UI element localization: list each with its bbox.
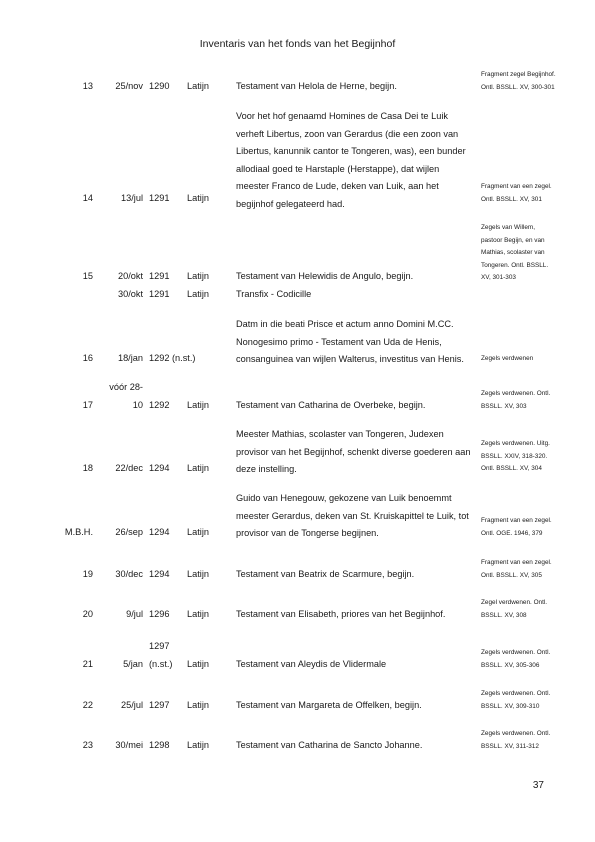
description [236,656,476,674]
note-line: BSSLL. XV, 311-312 [481,742,539,750]
description-line: deze instelling. [236,464,297,474]
date: 5/jan [123,659,143,669]
language: Latijn [187,463,209,473]
year-line: 1297 [149,641,170,651]
date: 20/okt [117,271,143,281]
language: Latijn [187,400,209,410]
language: Latijn [187,569,209,579]
note-line: Zegels van Willem, [481,224,535,231]
language: Latijn [187,193,209,203]
note [481,181,591,206]
note-line: Ontl. OGE. 1946, 379 [481,529,543,537]
year: 1294 [149,463,170,473]
note-line: Tongeren. Ontl. BSSLL. [481,261,549,269]
language: Latijn [187,289,209,299]
note [481,515,591,540]
description-line: Testament van Margareta de Offelken, begijn. [236,700,422,710]
description [236,286,476,304]
note-line: Zegels verdwenen. Uitg. [481,440,550,447]
year: 1291 [149,271,170,281]
inventory-number: 16 [82,353,93,363]
page-number: 37 [532,780,544,791]
date: 18/jan [117,353,143,363]
description-line: meester Franco de Lude, deken van Luik, aan het [236,181,439,191]
language: Latijn [187,700,209,710]
note-line: Ontl. BSSLL. XV, 301 [481,195,542,203]
note-line: BSSLL. XXIV, 318-320. [481,452,548,460]
inventory-number: 14 [82,193,93,203]
year: 1294 [149,569,170,579]
description [236,490,476,543]
note-line: BSSLL. XV, 309-310 [481,702,540,710]
description-line: provisor van het Begijnhof, schenkt diverse goederen aan [236,446,471,457]
date-line: 10 [132,399,143,410]
description-line: Testament van Aleydis de Vlidermale [236,659,387,669]
description-line: verheft Libertus, zoon van Gerardus (die een zoon van [236,128,459,139]
note-line: Fragment van een zegel. [481,517,552,524]
note-line: pastoor Begijn, en van [481,236,545,244]
description [236,737,476,755]
note-line: Zegels verdwenen. Ontl. [481,730,551,737]
date: 30/mei [115,740,143,750]
date: 30/dec [115,569,143,579]
description-line: allodiaal goed te Harstaple (Herstappe), dat wijlen [236,163,440,174]
inventory-number: 23 [82,740,93,750]
note-line: Ontl. BSSLL. XV, 305 [481,571,542,579]
description [236,78,476,96]
year: 1291 [149,289,170,299]
description-line: provisor van de Tongerse begijnen. [236,528,379,538]
language: Latijn [187,740,209,750]
description [236,108,476,213]
inventory-number: 22 [82,700,93,710]
note-line: BSSLL. XV, 308 [481,611,527,619]
description-line: Testament van Helewidis de Angulo, begijn. [236,271,414,281]
note [481,688,591,713]
year [149,638,172,673]
note [481,728,591,753]
description-line: consanguinea van wijlen Walterus, investitus van Henis. [236,354,464,364]
date: 13/jul [121,193,143,203]
note-line: Ontl. BSSLL. XV, 304 [481,465,542,472]
description-line: Testament van Helola de Herne, begijn. [236,81,397,91]
note-line: Ontl. BSSLL. XV, 300-301 [481,83,555,91]
note-line: Fragment van een zegel. [481,183,552,190]
note-line: Zegels verdwenen [481,355,534,362]
note-line: Zegels verdwenen. Ontl. [481,649,551,656]
language: Latijn [187,527,209,537]
date: 22/dec [115,463,143,473]
inventory-number: 20 [82,609,93,619]
description-line: Testament van Elisabeth, priores van het Begijnhof. [236,609,446,619]
note [481,353,591,366]
description-line: begijnhof gelegateerd had. [236,198,345,209]
description-line: Testament van Catharina de Sancto Johanne. [236,740,423,750]
date: 25/jul [121,700,143,710]
language: Latijn [187,271,209,281]
note-line: Zegels verdwenen. Ontl. [481,690,551,697]
inventory-number: 19 [82,569,93,579]
inventory-number: M.B.H. [64,527,93,537]
description-line: Nonogesimo primo - Testament van Uda de Henis, [236,336,442,347]
description-line: Testament van Catharina de Overbeke, begijn. [236,400,426,410]
note [481,647,591,672]
description-line: Voor het hof genaamd Homines de Casa Dei te Luik [236,111,448,121]
description-line: Datm in die beati Prisce et actum anno Domini M.CC. [236,319,454,329]
note-line: BSSLL. XV, 303 [481,402,527,410]
description-line: Transfix - Codicille [236,289,312,299]
page-title: Inventaris van het fonds van het Begijnhof [199,38,396,50]
date: 9/jul [126,609,143,619]
date: 30/okt [117,289,143,299]
year: 1296 [149,609,170,619]
note [481,222,591,285]
note-line: Fragment van een zegel. [481,559,552,566]
note [481,388,591,413]
year: 1294 [149,527,170,537]
note-line: Mathias, scolaster van [481,249,545,256]
description-line: meester Gerardus, deken van St. Kruiskapittel te Luik, tot [236,510,469,521]
language: Latijn [187,609,209,619]
year-line: (n.st.) [149,658,173,669]
note [481,438,591,476]
year: 1291 [149,193,170,203]
date-line: vóór 28- [109,382,143,392]
description [236,316,476,369]
year: 1298 [149,740,170,750]
inventory-number: 17 [82,400,93,410]
date [100,379,143,414]
description [236,268,476,286]
note [481,557,591,582]
note-line: BSSLL. XV, 305-306 [481,661,540,669]
date: 26/sep [115,527,143,537]
note-line: Zegels verdwenen. Ontl. [481,390,551,397]
description [236,426,476,479]
description-line: Guido van Henegouw, gekozene van Luik benoemmt [236,493,452,503]
language: Latijn [187,659,209,669]
inventory-number: 15 [82,271,93,281]
description [236,566,476,584]
inventory-number: 13 [82,81,93,91]
note-line: XV, 301-303 [481,274,516,281]
note-line: Zegel verdwenen. Ontl. [481,599,548,606]
year: 1292 [149,400,170,410]
year: 1290 [149,81,170,91]
note-line: Fragment zegel Begijnhof. [481,71,556,78]
note [481,597,591,622]
note [481,69,591,94]
year: 1292 (n.st.) [149,353,196,363]
description-line: Meester Mathias, scolaster van Tongeren, Judexen [236,429,444,439]
description-line: Testament van Beatrix de Scarmure, begijn. [236,569,415,579]
description-line: Libertus, kanunnik cantor te Tongeren, was), een bunder [236,146,466,156]
year: 1297 [149,700,170,710]
description [236,697,476,715]
inventory-number: 21 [82,659,93,669]
language: Latijn [187,81,209,91]
date: 25/nov [115,81,143,91]
inventory-number: 18 [82,463,93,473]
description [236,397,476,415]
description [236,606,476,624]
